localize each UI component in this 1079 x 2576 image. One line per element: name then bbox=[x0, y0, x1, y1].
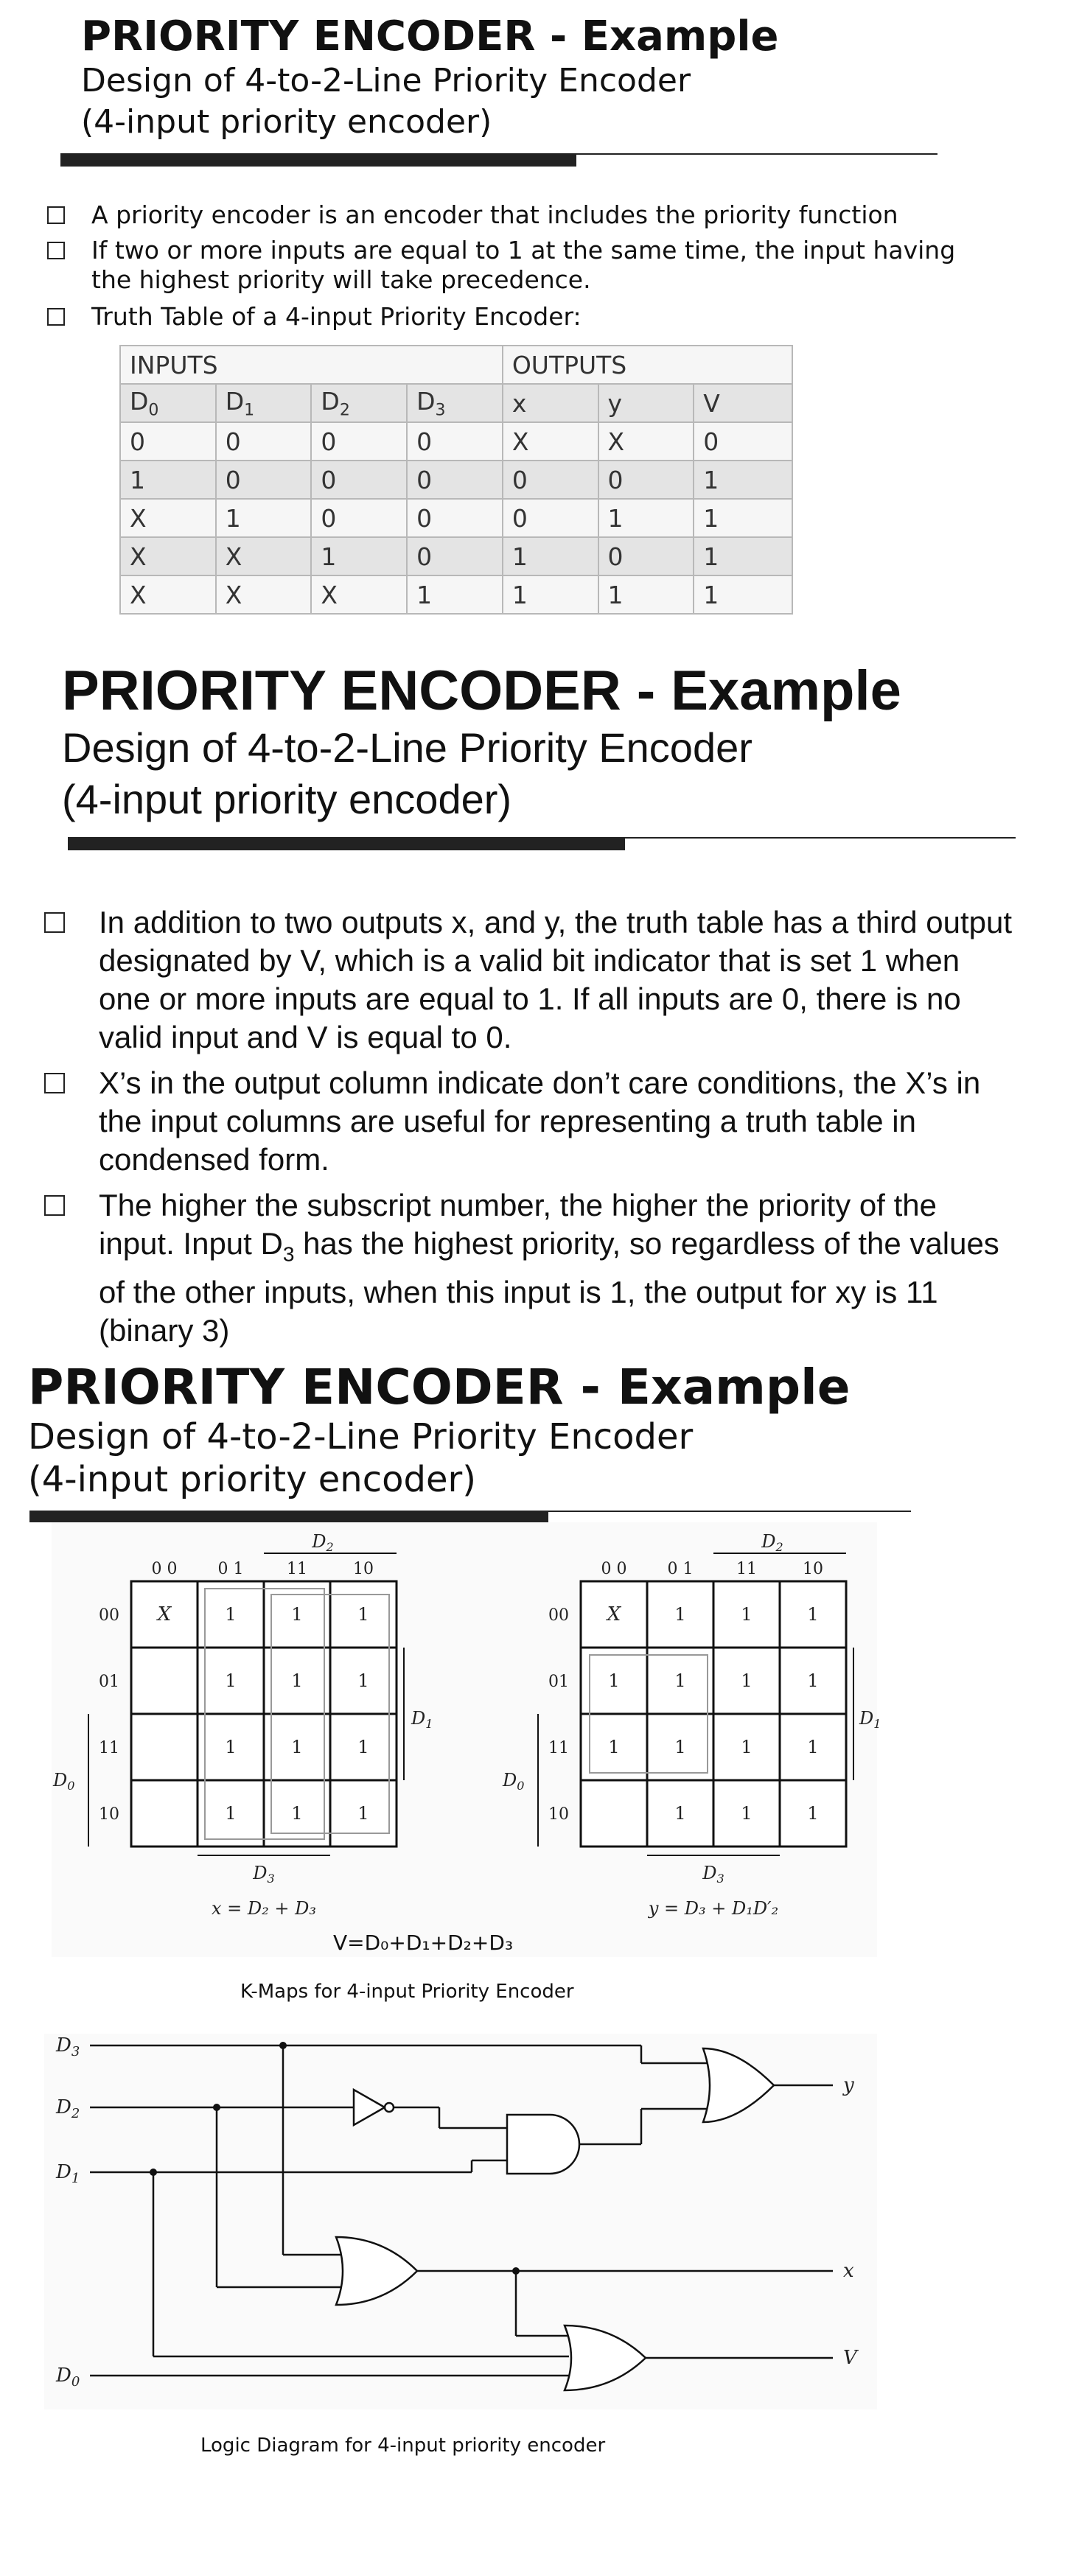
header-d1: $D_1$ bbox=[216, 384, 312, 422]
kmap-y-cell: 1 bbox=[608, 1670, 620, 1691]
table-cell: X bbox=[503, 422, 598, 461]
output-label-x: x bbox=[843, 2260, 854, 2282]
kmap-x-cell: 1 bbox=[357, 1737, 369, 1757]
header-v: V bbox=[694, 384, 792, 422]
kmap-x-d3-label: $D_3$ bbox=[253, 1863, 275, 1886]
kmap-y-cell: 1 bbox=[741, 1604, 752, 1625]
kmap-x-cell: 1 bbox=[225, 1737, 237, 1757]
kmap-y-d2-label: $D_2$ bbox=[761, 1531, 783, 1554]
kmap-y-cell: 1 bbox=[608, 1737, 620, 1757]
kmap-x-col-label: 0 1 bbox=[217, 1560, 244, 1578]
slide3-subtitle-line2: (4-input priority encoder) bbox=[28, 1459, 476, 1500]
bullet-box-icon bbox=[47, 308, 65, 326]
kmap-x-row-label: 10 bbox=[99, 1805, 119, 1824]
table-cell: 0 bbox=[120, 422, 216, 461]
table-cell: 0 bbox=[598, 537, 694, 575]
kmap-y-row-label: 00 bbox=[548, 1606, 569, 1625]
kmap-x-col-label: 11 bbox=[287, 1560, 307, 1578]
table-cell: X bbox=[216, 537, 312, 575]
kmap-y-col-label: 11 bbox=[736, 1560, 757, 1578]
kmap-y-d0-label: $D_0$ bbox=[503, 1770, 525, 1793]
kmap-y-d1-label: $D_1$ bbox=[859, 1708, 881, 1731]
truth-table bbox=[119, 345, 793, 615]
kmap-x-col-label: 0 0 bbox=[151, 1560, 178, 1578]
slide1-rule-thick bbox=[60, 155, 576, 167]
kmap-x-cell: 1 bbox=[291, 1803, 303, 1824]
y-equation: y = D₃ + D₁D′₂ bbox=[648, 1898, 779, 1919]
kmap-y bbox=[502, 1531, 881, 1919]
slide1-subtitle-line2: (4-input priority encoder) bbox=[81, 103, 492, 141]
output-label-v: V bbox=[843, 2347, 857, 2369]
table-cell: 0 bbox=[503, 461, 598, 499]
bullet-box-icon bbox=[44, 912, 65, 933]
table-cell: 0 bbox=[311, 461, 407, 499]
kmap-y-cell: 1 bbox=[807, 1670, 819, 1691]
table-row bbox=[120, 422, 792, 461]
slide2-rule-thick bbox=[68, 839, 625, 850]
table-cell: 0 bbox=[407, 537, 503, 575]
kmap-y-cell: X bbox=[607, 1603, 621, 1625]
kmap-x-cell: 1 bbox=[357, 1604, 369, 1625]
slide2-title: PRIORITY ENCODER - Example bbox=[62, 659, 901, 722]
table-cell: 1 bbox=[503, 575, 598, 614]
header-d0: $D_0$ bbox=[120, 384, 216, 422]
kmap-x-cell: 1 bbox=[291, 1737, 303, 1757]
table-cell: 0 bbox=[311, 499, 407, 537]
inputs-group-header: INPUTS bbox=[120, 346, 503, 384]
kmap-y-d3-label: $D_3$ bbox=[702, 1863, 724, 1886]
kmap-y-col-label: 10 bbox=[803, 1560, 823, 1578]
kmap-y-cell: 1 bbox=[807, 1604, 819, 1625]
table-cell: 1 bbox=[120, 461, 216, 499]
kmap-x-col-label: 10 bbox=[353, 1560, 374, 1578]
kmap-y-cell: 1 bbox=[674, 1803, 686, 1824]
table-cell: X bbox=[598, 422, 694, 461]
kmap-x-cell: 1 bbox=[225, 1670, 237, 1691]
kmap-y-cell: 1 bbox=[741, 1737, 752, 1757]
kmap-x-cell: 1 bbox=[357, 1803, 369, 1824]
slide2-bullet-2: X’s in the output column indicate don’t care conditions, the X’s in the input columns are useful for representing a truth table in condensed form. bbox=[44, 1064, 1017, 1179]
slide1-subtitle-line1: Design of 4-to-2-Line Priority Encoder bbox=[81, 62, 691, 99]
slide2-bullet-1: In addition to two outputs x, and y, the truth table has a third output designated by V, which is a valid bit indicator that is set 1 when one or more inputs are equal to 1. If all inputs are 0, there is no valid input and V is equal to 0. bbox=[44, 903, 1017, 1057]
table-cell: 0 bbox=[407, 499, 503, 537]
kmap-y-cell: 1 bbox=[807, 1737, 819, 1757]
table-cell: 0 bbox=[216, 422, 312, 461]
v-equation: V=D₀+D₁+D₂+D₃ bbox=[333, 1931, 514, 1955]
table-row bbox=[120, 461, 792, 499]
kmap-y-row-label: 01 bbox=[548, 1673, 569, 1691]
table-cell: 1 bbox=[694, 575, 792, 614]
kmap-x-row-label: 00 bbox=[99, 1606, 119, 1625]
kmaps-figure bbox=[52, 1522, 881, 1957]
table-cell: 1 bbox=[216, 499, 312, 537]
table-row bbox=[120, 537, 792, 575]
input-label-d3: $D_3$ bbox=[56, 2034, 80, 2059]
header-d2: $D_2$ bbox=[311, 384, 407, 422]
outputs-group-header: OUTPUTS bbox=[503, 346, 792, 384]
table-cell: 1 bbox=[598, 575, 694, 614]
logic-diagram bbox=[44, 2034, 877, 2409]
slide2-bullet-3: The higher the subscript number, the higher the priority of the input. Input $D_3$ has the highest priority, so regardless of the values of the other inputs, when this input is 1, the output for xy is 11 (binary 3) bbox=[44, 1186, 1017, 1350]
bullet-box-icon bbox=[47, 206, 65, 224]
bullet-box-icon bbox=[47, 242, 65, 259]
kmap-x-d2-label: $D_2$ bbox=[312, 1531, 334, 1554]
table-cell: 0 bbox=[694, 422, 792, 461]
table-cell: X bbox=[120, 537, 216, 575]
kmap-y-row-label: 10 bbox=[548, 1805, 569, 1824]
slide1-bullet-1: A priority encoder is an encoder that includes the priority function bbox=[47, 200, 1035, 230]
kmaps-panel bbox=[52, 1522, 881, 1957]
table-cell: 1 bbox=[407, 575, 503, 614]
bullet-box-icon bbox=[44, 1195, 65, 1216]
header-x: x bbox=[503, 384, 598, 422]
table-cell: 1 bbox=[694, 461, 792, 499]
kmap-y-cell: 1 bbox=[741, 1803, 752, 1824]
kmap-y-cell: 1 bbox=[674, 1737, 686, 1757]
kmap-y-cell: 1 bbox=[807, 1803, 819, 1824]
kmap-x-row-label: 01 bbox=[99, 1673, 119, 1691]
kmap-y-cell: 1 bbox=[674, 1670, 686, 1691]
table-row bbox=[120, 575, 792, 614]
input-label-d0: $D_0$ bbox=[56, 2365, 80, 2390]
table-cell: 1 bbox=[503, 537, 598, 575]
kmap-x-cell: 1 bbox=[291, 1670, 303, 1691]
kmap-x-cell: 1 bbox=[291, 1604, 303, 1625]
input-label-d1: $D_1$ bbox=[56, 2161, 80, 2186]
logic-diagram-panel bbox=[44, 2034, 877, 2409]
kmap-x-cell: 1 bbox=[225, 1803, 237, 1824]
kmap-y-cell: 1 bbox=[741, 1670, 752, 1691]
table-cell: 0 bbox=[216, 461, 312, 499]
truth-table-header-row bbox=[120, 384, 792, 422]
slide2-subtitle-line1: Design of 4-to-2-Line Priority Encoder bbox=[62, 724, 752, 771]
kmap-x-d1-label: $D_1$ bbox=[411, 1708, 433, 1731]
table-cell: 1 bbox=[598, 499, 694, 537]
table-cell: 1 bbox=[694, 537, 792, 575]
kmap-x-cell: 1 bbox=[357, 1670, 369, 1691]
table-cell: 0 bbox=[407, 422, 503, 461]
slide3-title: PRIORITY ENCODER - Example bbox=[28, 1359, 851, 1415]
kmap-y-row-label: 11 bbox=[548, 1739, 569, 1757]
truth-table-group-row bbox=[120, 346, 792, 384]
table-cell: 0 bbox=[407, 461, 503, 499]
kmap-caption: K-Maps for 4-input Priority Encoder bbox=[240, 1981, 574, 2003]
table-cell: 1 bbox=[694, 499, 792, 537]
kmap-x-cell: 1 bbox=[225, 1604, 237, 1625]
x-equation: x = D₂ + D₃ bbox=[212, 1898, 316, 1919]
table-cell: X bbox=[120, 499, 216, 537]
table-cell: 1 bbox=[311, 537, 407, 575]
kmap-y-cell: 1 bbox=[674, 1604, 686, 1625]
header-d3: $D_3$ bbox=[407, 384, 503, 422]
kmap-x-cell: X bbox=[157, 1603, 172, 1625]
kmap-x-d0-label: $D_0$ bbox=[53, 1770, 75, 1793]
slide1-bullet-3: Truth Table of a 4-input Priority Encoder: bbox=[47, 302, 991, 332]
header-y: y bbox=[598, 384, 694, 422]
kmap-y-col-label: 0 0 bbox=[601, 1560, 627, 1578]
table-cell: X bbox=[216, 575, 312, 614]
table-cell: 0 bbox=[503, 499, 598, 537]
kmap-x bbox=[52, 1531, 433, 1919]
slide3-rule-thick bbox=[29, 1512, 548, 1522]
slide3-subtitle-line1: Design of 4-to-2-Line Priority Encoder bbox=[28, 1416, 694, 1457]
table-row bbox=[120, 499, 792, 537]
input-label-d2: $D_2$ bbox=[56, 2096, 80, 2121]
bullet-box-icon bbox=[44, 1073, 65, 1093]
kmap-x-row-label: 11 bbox=[99, 1739, 119, 1757]
table-cell: 0 bbox=[598, 461, 694, 499]
slide1-bullet-2: If two or more inputs are equal to 1 at the same time, the input having the highest priority will take precedence. bbox=[47, 236, 991, 295]
logic-caption: Logic Diagram for 4-input priority encoder bbox=[200, 2435, 606, 2457]
kmap-y-col-label: 0 1 bbox=[667, 1560, 694, 1578]
table-cell: X bbox=[120, 575, 216, 614]
table-cell: X bbox=[311, 575, 407, 614]
slide1-title: PRIORITY ENCODER - Example bbox=[81, 13, 779, 60]
table-cell: 0 bbox=[311, 422, 407, 461]
output-label-y: y bbox=[843, 2074, 854, 2096]
slide2-subtitle-line2: (4-input priority encoder) bbox=[62, 776, 512, 822]
